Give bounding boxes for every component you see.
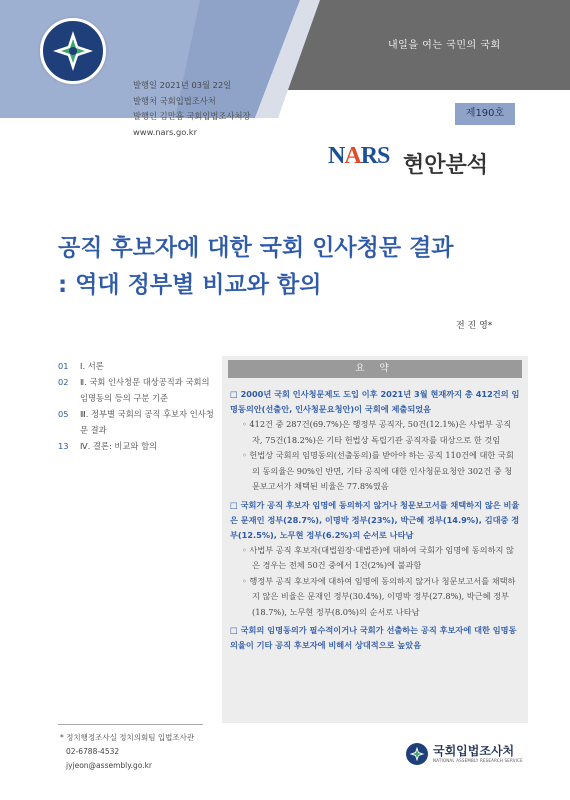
toc-item[interactable]: 02 Ⅱ. 국회 인사청문 대상공직과 국회의 임명동의 등의 구분 기준 <box>58 377 210 403</box>
publication-info <box>133 78 250 140</box>
table-of-contents <box>58 358 218 454</box>
summary-bullet: ◦ 헌법상 국회의 임명동의(선출동의)를 받아야 하는 공직 110건에 대한 국회의 동의율은 90%인 반면, 기타 공직에 대한 인사청문요청안 302건 중 청문보고서가 채택된 비율은 77.8%였음 <box>242 450 514 491</box>
publish-date: 발행일 2021년 03월 22일 <box>133 80 232 90</box>
publisher: 발행처 국회입법조사처 <box>133 95 216 106</box>
footnote <box>60 731 194 773</box>
website-link[interactable]: www.nars.go.kr <box>133 126 197 137</box>
summary-bullet: ◦ 사법부 공직 후보자(대법원장·대법관)에 대하여 국회가 임명에 동의하지 않은 경우는 전체 50건 중에서 1건(2%)에 불과함 <box>242 544 514 570</box>
toc-item[interactable]: 13 Ⅳ. 결론: 비교와 함의 <box>58 441 158 451</box>
nars-logo: NARS <box>328 143 390 169</box>
series-name: 현안분석 <box>403 153 489 178</box>
report-title <box>58 230 454 304</box>
slogan: 내일을 여는 국민의 국회 <box>388 40 501 51</box>
editor: 발행인 김만흠 국회입법조사처장 <box>133 111 251 121</box>
organization-english-name: NATIONAL ASSEMBLY RESEARCH SERVICE <box>433 758 523 763</box>
summary-heading: 요 약 <box>228 360 522 378</box>
footnote-divider <box>58 724 203 725</box>
author-phone: 02-6788-4532 <box>66 747 120 756</box>
summary-point: □ 2000년 국회 인사청문제도 도입 이후 2021년 3월 현재까지 총 412건의 임명동의안(선출안, 인사청문요청안)이 국회에 제출되었음 <box>230 389 520 414</box>
issue-number: 제190호 <box>455 103 515 125</box>
toc-item[interactable]: 05 Ⅲ. 정부별 국회의 공직 후보자 인사청문 결과 <box>58 409 214 435</box>
summary-box <box>222 356 528 723</box>
summary-point: □ 국회의 임명동의가 필수적이거나 국회가 선출하는 공직 후보자에 대한 임명동의율이 기타 공직 후보자에 비해서 상대적으로 높았음 <box>230 625 517 650</box>
summary-body <box>222 378 528 653</box>
author-email[interactable]: jyjeon@assembly.go.kr <box>66 761 153 770</box>
summary-bullet: ◦ 행정부 공직 후보자에 대하여 임명에 동의하지 않거나 청문보고서를 채택하지 않은 비율은 문재인 정부(30.4%), 이명박 정부(27.8%), 박근혜 정부(18.7%), 노무현 정부(8.0%)의 순서로 나타남 <box>242 575 516 617</box>
assembly-emblem-icon <box>40 18 106 84</box>
author: 전 진 영* <box>456 321 493 331</box>
toc-item[interactable]: 01 Ⅰ. 서론 <box>58 361 104 371</box>
title-line-1: 공직 후보자에 대한 국회 인사청문 결과 <box>58 235 454 261</box>
summary-point: □ 국회가 공직 후보자 임명에 동의하지 않거나 청문보고서를 채택하지 않은 비율은 문재인 정부(28.7%), 이명박 정부(23%), 박근혜 정부(14.9%), 김대중 정부(12.5%), 노무현 정부(6.2%)의 순서로 나타남 <box>230 499 520 540</box>
author-affiliation: * 정치행정조사실 정치의회팀 입법조사관 <box>60 733 195 742</box>
title-line-2: : 역대 정부별 비교와 함의 <box>58 272 322 298</box>
nars-emblem-icon <box>406 743 428 765</box>
nars-bottom-logo <box>406 743 523 765</box>
organization-name: 국회입법조사처 <box>433 744 515 758</box>
summary-bullet: ◦ 412건 중 287건(69.7%)은 행정부 공직자, 50건(12.1%)은 사법부 공직자, 75건(18.2%)은 기타 헌법상 독립기관 공직자를 대상으로 한 것임 <box>242 419 512 445</box>
